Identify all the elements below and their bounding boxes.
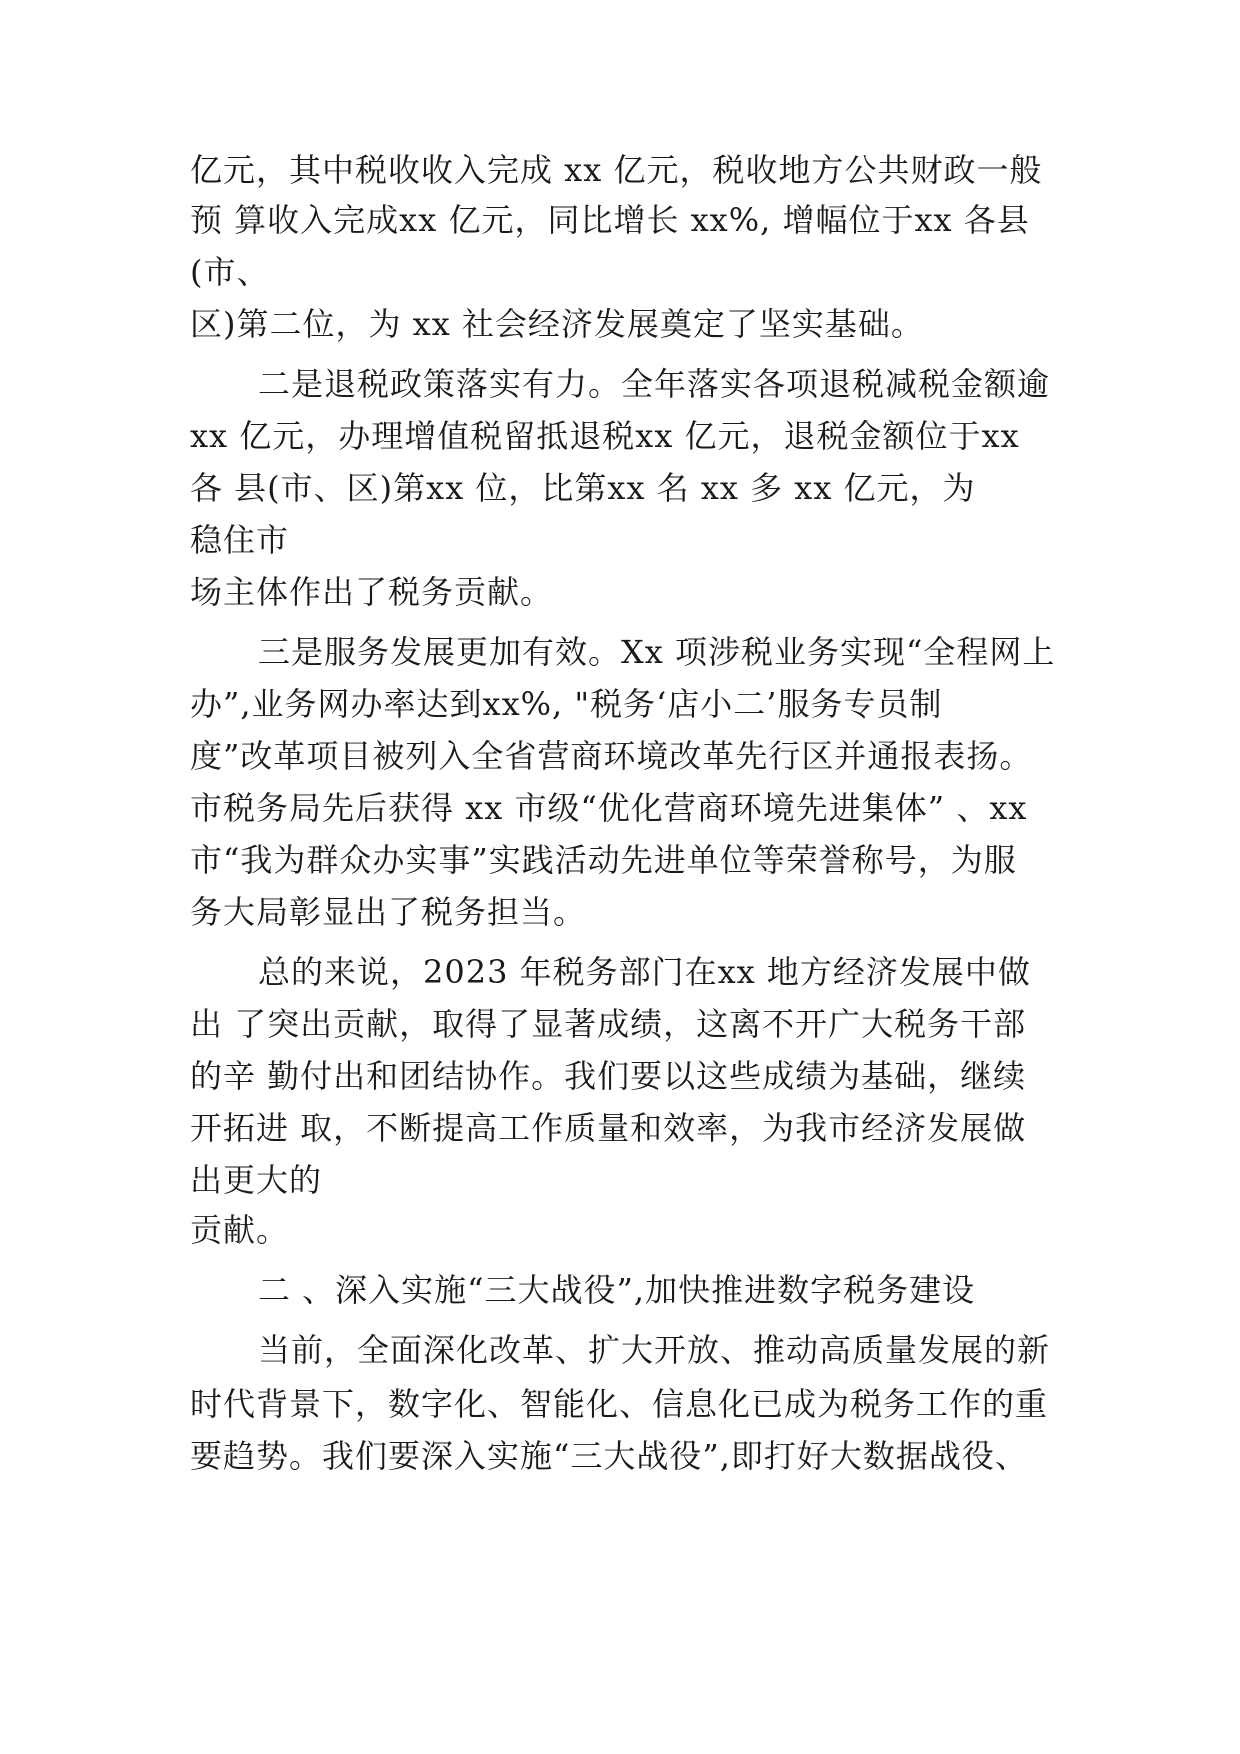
text-line: 要趋势。我们要深入实施“三大战役”,即打好大数据战役、 — [190, 1437, 1028, 1475]
text-line: 场主体作出了税务贡献。 — [190, 573, 554, 611]
section-heading: 二 、深入实施“三大战役”,加快推进数字税务建设 — [258, 1271, 976, 1309]
text-line: 开拓进 取，不断提高工作质量和效率，为我市经济发展做 — [190, 1109, 1027, 1147]
text-line: xx 亿元，办理增值税留抵退税xx 亿元，退税金额位于xx — [190, 417, 1020, 455]
text-line: 各 县(市、区)第xx 位，比第xx 名 xx 多 xx 亿元，为 — [190, 469, 976, 507]
text-line: 度”改革项目被列入全省营商环境改革先行区并通报表扬。 — [190, 737, 1033, 775]
text-line: 稳住市 — [190, 521, 290, 559]
text-line: 时代背景下，数字化、智能化、信息化已成为税务工作的重 — [190, 1385, 1049, 1423]
text-line: 的辛 勤付出和团结协作。我们要以这些成绩为基础，继续 — [190, 1057, 1027, 1095]
text-line: 贡献。 — [190, 1211, 290, 1249]
text-line: 办”,业务网办率达到xx%, "税务‘店小二’服务专员制 — [190, 685, 943, 723]
paragraph-start-line: 二是退税政策落实有力。全年落实各项退税减税金额逾 — [258, 365, 1051, 403]
text-line: 市“我为群众办实事”实践活动先进单位等荣誉称号，为服 — [190, 841, 1017, 879]
text-line: 务大局彰显出了税务担当。 — [190, 893, 587, 931]
text-line: 市税务局先后获得 xx 市级“优化营商环境先进集体” 、xx — [190, 789, 1028, 827]
text-line: 区)第二位，为 xx 社会经济发展奠定了坚实基础。 — [190, 305, 924, 343]
paragraph-start-line: 三是服务发展更加有效。Xx 项涉税业务实现“全程网上 — [258, 633, 1056, 671]
text-line: 出 了突出贡献，取得了显著成绩，这离不开广大税务干部 — [190, 1005, 1027, 1043]
paragraph-start-line: 总的来说，2023 年税务部门在xx 地方经济发展中做 — [258, 953, 1031, 991]
paragraph-start-line: 当前，全面深化改革、扩大开放、推动高质量发展的新 — [258, 1331, 1051, 1369]
text-line: 出更大的 — [190, 1161, 323, 1199]
text-line: 亿元，其中税收收入完成 xx 亿元，税收地方公共财政一般 — [190, 151, 1043, 189]
text-line: (市、 — [190, 253, 270, 291]
text-line: 预 算收入完成xx 亿元，同比增长 xx%, 增幅位于xx 各县 — [190, 201, 1030, 239]
